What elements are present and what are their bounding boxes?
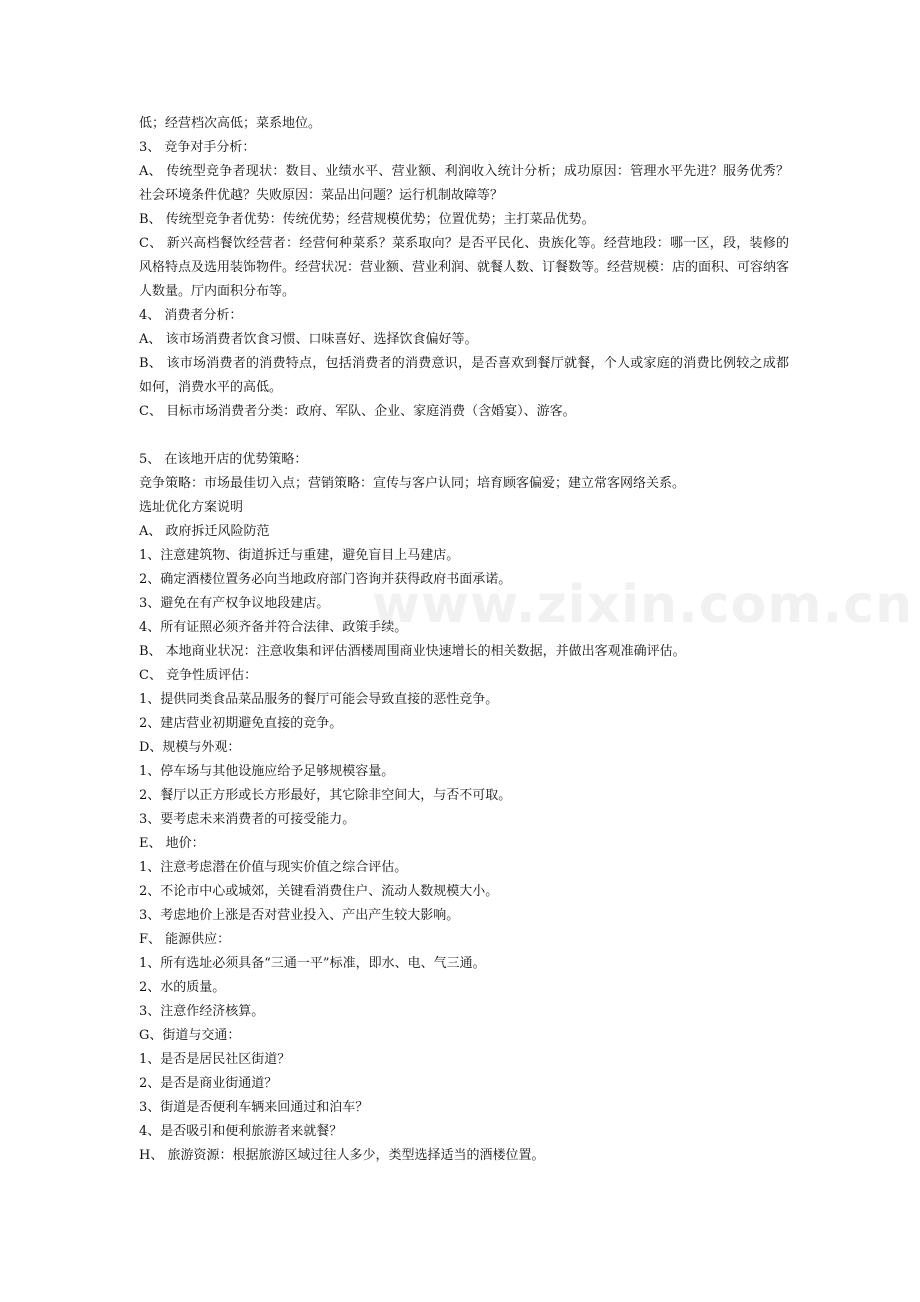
subsection-heading: G、街道与交通： [139, 1028, 241, 1043]
section-heading: 选址优化方案说明 [139, 500, 244, 515]
list-item: 1、提供同类食品菜品服务的餐厅可能会导致直接的恶性竞争。 [139, 692, 499, 707]
list-item: 1、停车场与其他设施应给予足够规模容量。 [139, 764, 395, 779]
list-item: 3、街道是否便利车辆来回通过和泊车？ [139, 1100, 369, 1115]
list-item: 4、是否吸引和便利旅游者来就餐？ [139, 1124, 343, 1139]
list-item: 3、避免在有产权争议地段建店。 [139, 596, 330, 611]
list-item: 3、注意作经济核算。 [139, 1004, 265, 1019]
subsection-heading: A、 政府拆迁风险防范 [139, 524, 270, 539]
text-line: 竞争策略：市场最佳切入点；营销策略：宣传与客户认同；培育顾客偏爱；建立常客网络关系。 [139, 476, 686, 491]
text-line: B、 传统型竞争者优势：传统优势；经营规模优势；位置优势；主打菜品优势。 [139, 212, 595, 227]
blank-line [139, 424, 789, 448]
text-line: C、 目标市场消费者分类：政府、军队、企业、家庭消费（含婚宴）、游客。 [139, 404, 576, 419]
watermark: www.zixin.com.cn [372, 575, 914, 635]
subsection-heading: E、 地价： [139, 836, 205, 851]
list-item: 4、所有证照必须齐备并符合法律、政策手续。 [139, 620, 408, 635]
list-item: 3、考虑地价上涨是否对营业投入、产出产生较大影响。 [139, 908, 460, 923]
section-heading: 4、 消费者分析： [139, 308, 243, 323]
text-paragraph: A、 传统型竞争者现状：数目、业绩水平、营业额、利润收入统计分析；成功原因：管理水平先进？服务优秀？社会环境条件优越？失败原因：菜品出问题？运行机制故障等？ [139, 164, 789, 203]
section-heading: 3、 竞争对手分析： [139, 140, 256, 155]
list-item: 3、要考虑未来消费者的可接受能力。 [139, 812, 356, 827]
subsection-heading: C、 竞争性质评估： [139, 668, 258, 683]
list-item: 2、餐厅以正方形或长方形最好，其它除非空间大，与否不可取。 [139, 788, 512, 803]
subsection-heading: F、 能源供应： [139, 932, 231, 947]
list-item: 2、是否是商业街通道？ [139, 1076, 278, 1091]
text-paragraph: C、 新兴高档餐饮经营者：经营何种菜系？菜系取向？是否平民化、贵族化等。经营地段：哪一区，段，装修的风格特点及选用装饰物件。经营状况：营业额、营业利润、就餐人数、订餐数等。经营规模：店的面积、可容纳客人数量。厅内面积分布等。 [139, 236, 790, 299]
list-item: 1、注意考虑潜在价值与现实价值之综合评估。 [139, 860, 408, 875]
list-item: 1、注意建筑物、街道拆迁与重建，避免盲目上马建店。 [139, 548, 460, 563]
text-line: A、 该市场消费者饮食习惯、口味喜好、选择饮食偏好等。 [139, 332, 478, 347]
list-item: 2、不论市中心或城郊，关键看消费住户、流动人数规模大小。 [139, 884, 499, 899]
subsection-heading: D、规模与外观： [139, 740, 241, 755]
section-heading: 5、 在该地开店的优势策略： [139, 452, 308, 467]
text-line: 低；经营档次高低；菜系地位。 [139, 116, 322, 131]
list-item: 2、确定酒楼位置务必向当地政府部门咨询并获得政府书面承诺。 [139, 572, 512, 587]
document-body [139, 112, 789, 1168]
list-item: 2、水的质量。 [139, 980, 226, 995]
text-paragraph: B、 该市场消费者的消费特点，包括消费者的消费意识，是否喜欢到餐厅就餐，个人或家庭的消费比例较之成都如何，消费水平的高低。 [139, 356, 789, 395]
subsection-heading: B、 本地商业状况：注意收集和评估酒楼周围商业快速增长的相关数据，并做出客观准确评估。 [139, 644, 686, 659]
list-item: 1、是否是居民社区街道？ [139, 1052, 291, 1067]
list-item: 1、所有选址必须具备“三通一平”标准，即水、电、气三通。 [139, 956, 486, 971]
list-item: 2、建店营业初期避免直接的竞争。 [139, 716, 343, 731]
subsection-heading: H、 旅游资源：根据旅游区域过往人多少，类型选择适当的酒楼位置。 [139, 1148, 545, 1163]
